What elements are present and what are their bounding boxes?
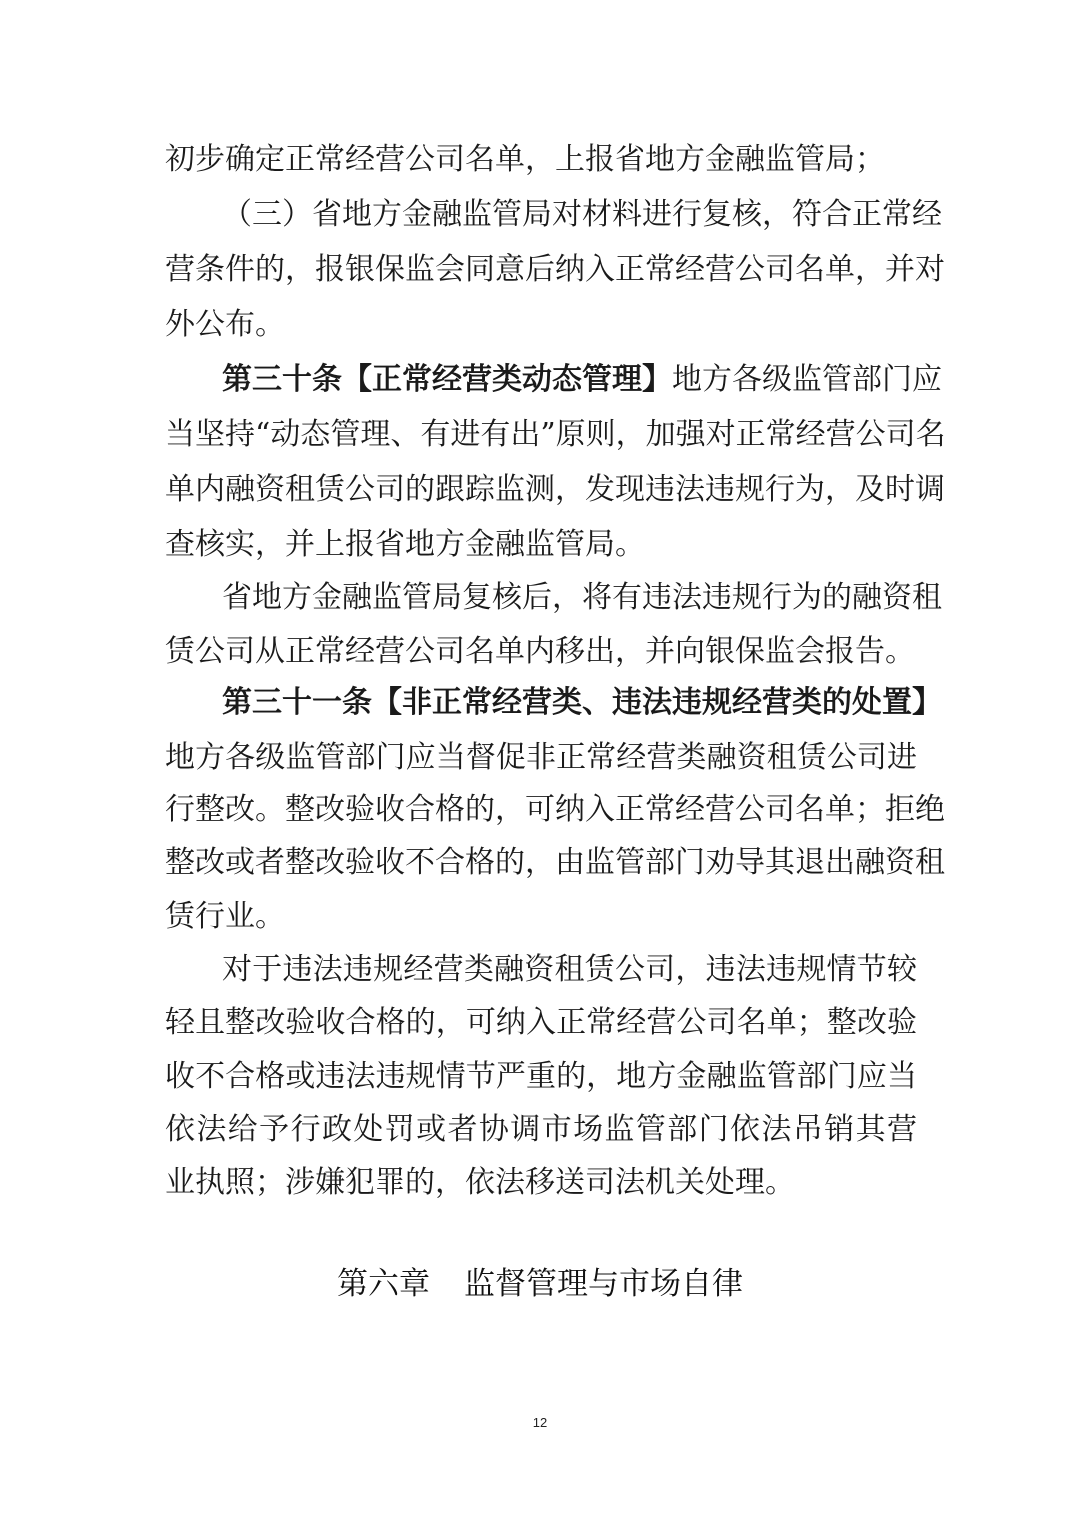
text-line-17 xyxy=(165,1003,917,1043)
line-text: 地方各级监管部门应当督促非正常经营类融资租赁公司进 xyxy=(165,740,917,775)
text-line-16 xyxy=(222,950,917,990)
line-text: 查核实，并上报省地方金融监管局。 xyxy=(165,527,645,562)
line-text: 外公布。 xyxy=(165,307,285,342)
text-line-7 xyxy=(165,470,945,510)
text-line-15 xyxy=(165,897,917,937)
article-31-heading-line xyxy=(222,683,942,723)
line-text: （三）省地方金融监管局对材料进行复核，符合正常经 xyxy=(222,197,942,232)
line-text: 整改或者整改验收不合格的，由监管部门劝导其退出融资租 xyxy=(165,845,945,880)
text-line-3 xyxy=(165,250,945,290)
chapter-heading xyxy=(0,1262,1080,1306)
line-text: 初步确定正常经营公司名单，上报省地方金融监管局； xyxy=(165,142,885,177)
line-text: 行整改。整改验收合格的，可纳入正常经营公司名单；拒绝 xyxy=(165,792,945,827)
line-text: 当坚持“动态管理、有进有出”原则，加强对正常经营公司名 xyxy=(165,417,946,452)
text-line-4 xyxy=(165,305,917,345)
line-text: 收不合格或违法违规情节严重的，地方金融监管部门应当 xyxy=(165,1059,917,1094)
text-line-14 xyxy=(165,843,945,883)
line-text: 赁公司从正常经营公司名单内移出，并向银保监会报告。 xyxy=(165,634,915,669)
article-31-title: 第三十一条【非正常经营类、违法违规经营类的处置】 xyxy=(222,685,942,720)
page-number: 12 xyxy=(532,1415,548,1430)
line-text: 营条件的，报银保监会同意后纳入正常经营公司名单，并对 xyxy=(165,252,945,287)
line-text: 业执照；涉嫌犯罪的，依法移送司法机关处理。 xyxy=(165,1165,795,1200)
chapter-title: 监督管理与市场自律 xyxy=(464,1266,743,1302)
line-text: 地方各级监管部门应 xyxy=(672,362,942,397)
line-text: 依法给予行政处罚或者协调市场监管部门依法吊销其营 xyxy=(165,1112,917,1147)
text-line-19 xyxy=(165,1110,917,1150)
article-30-heading-line xyxy=(222,360,942,400)
text-line-18 xyxy=(165,1057,917,1097)
text-line-8 xyxy=(165,525,917,565)
line-text: 省地方金融监管局复核后，将有违法违规行为的融资租 xyxy=(222,580,942,615)
text-line-9 xyxy=(222,578,942,618)
text-line-2 xyxy=(222,195,942,235)
chapter-number: 第六章 xyxy=(337,1266,430,1302)
line-text: 单内融资租赁公司的跟踪监测，发现违法违规行为，及时调 xyxy=(165,472,945,507)
text-line-20 xyxy=(165,1163,917,1203)
text-line-13 xyxy=(165,790,945,830)
text-line-10 xyxy=(165,632,917,672)
line-text: 对于违法违规经营类融资租赁公司，违法违规情节较 xyxy=(222,952,917,987)
line-text: 轻且整改验收合格的，可纳入正常经营公司名单；整改验 xyxy=(165,1005,917,1040)
text-line-1 xyxy=(165,140,917,180)
text-line-6 xyxy=(165,415,946,455)
text-line-12 xyxy=(165,738,917,778)
line-text: 赁行业。 xyxy=(165,899,285,934)
article-30-title: 第三十条【正常经营类动态管理】 xyxy=(222,362,672,397)
